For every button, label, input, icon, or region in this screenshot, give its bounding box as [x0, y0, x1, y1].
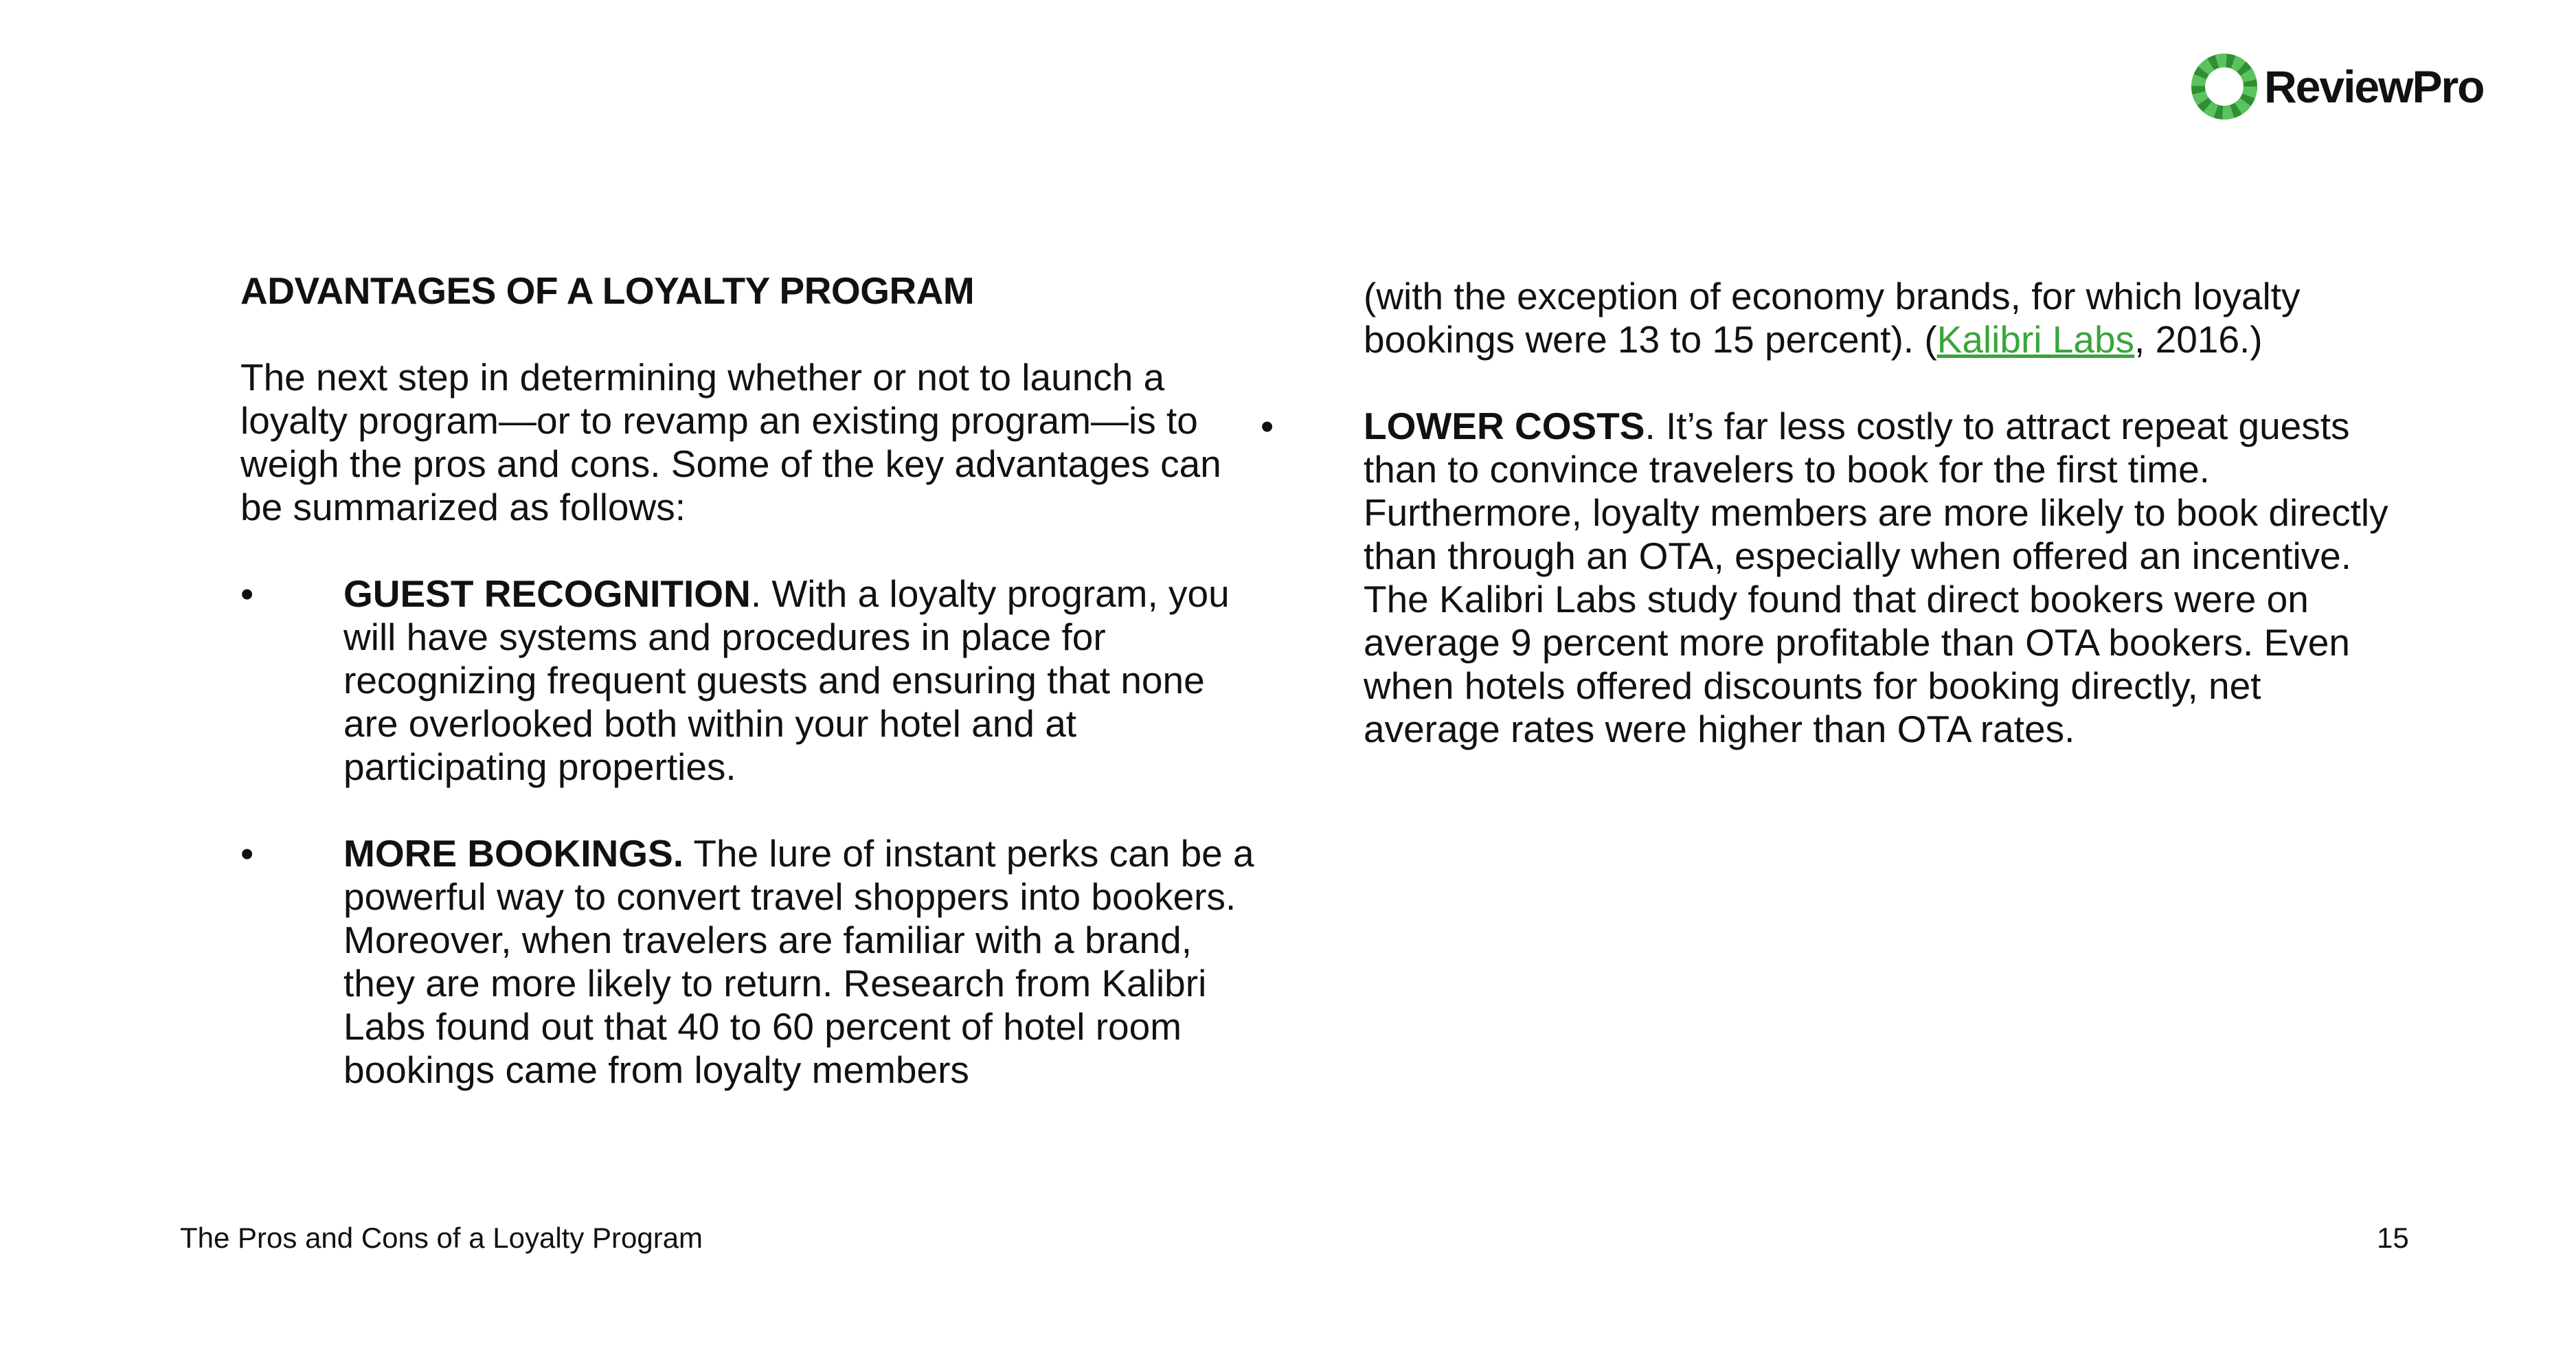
bullet-text: The lure of instant perks can be a powerful way to convert travel shoppers into bookers. Moreover, when travelers are familiar with a brand, they are more likely to return. Research from Kalibri Labs found out that 40 to 60 percent of hotel room bookings came from loyalty members [343, 832, 1254, 1091]
logo-text: ReviewPro [2264, 61, 2484, 112]
green-circle-logo-icon [2190, 52, 2259, 121]
bullet-text: . It’s far less costly to attract repeat guests than to convince travelers to book for the first time. Furthermore, loyalty members are more likely to book directly than through an OTA, especially when offered an incentive. The Kalibri Labs study found that direct bookers were on average 9 percent more profitable than OTA bookers. Even when hotels offered discounts for booking directly, net average rates were higher than OTA rates. [1364, 405, 2388, 750]
left-column [240, 269, 1257, 1135]
bullet-lower-costs [1261, 405, 2394, 751]
bullet-term: MORE BOOKINGS. [343, 832, 684, 875]
bullet-icon: • [240, 572, 254, 615]
right-column [1261, 275, 2394, 794]
section-heading: ADVANTAGES OF A LOYALTY PROGRAM [240, 269, 975, 312]
bullet-icon: • [1261, 405, 1274, 447]
page-number: 15 [2377, 1222, 2409, 1254]
footer-title: The Pros and Cons of a Loyalty Program [180, 1222, 703, 1254]
kalibri-labs-link[interactable]: Kalibri Labs [1936, 318, 2135, 361]
bullet-term: LOWER COSTS [1364, 405, 1645, 447]
reviewpro-logo [2190, 52, 2483, 121]
continuation-paragraph [1364, 275, 2394, 361]
continuation-citation: , 2016.) [2134, 318, 2263, 361]
bullet-term: GUEST RECOGNITION [343, 572, 751, 615]
continuation-text: (with the exception of economy brands, for which loyalty bookings were 13 to 15 percent). ( [1364, 275, 2301, 361]
bullet-text: . With a loyalty program, you will have systems and procedures in place for recognizing frequent guests and ensuring that none are overlooked both within your hotel and at participating properties. [343, 572, 1230, 788]
bullet-more-bookings [240, 832, 1257, 1092]
bullet-guest-recognition [240, 572, 1257, 789]
bullet-icon: • [240, 832, 254, 875]
intro-paragraph: The next step in determining whether or not to launch a loyalty program—or to revamp an existing program—is to weigh the pros and cons. Some of the key advantages can be summarized as follows: [240, 356, 1221, 528]
